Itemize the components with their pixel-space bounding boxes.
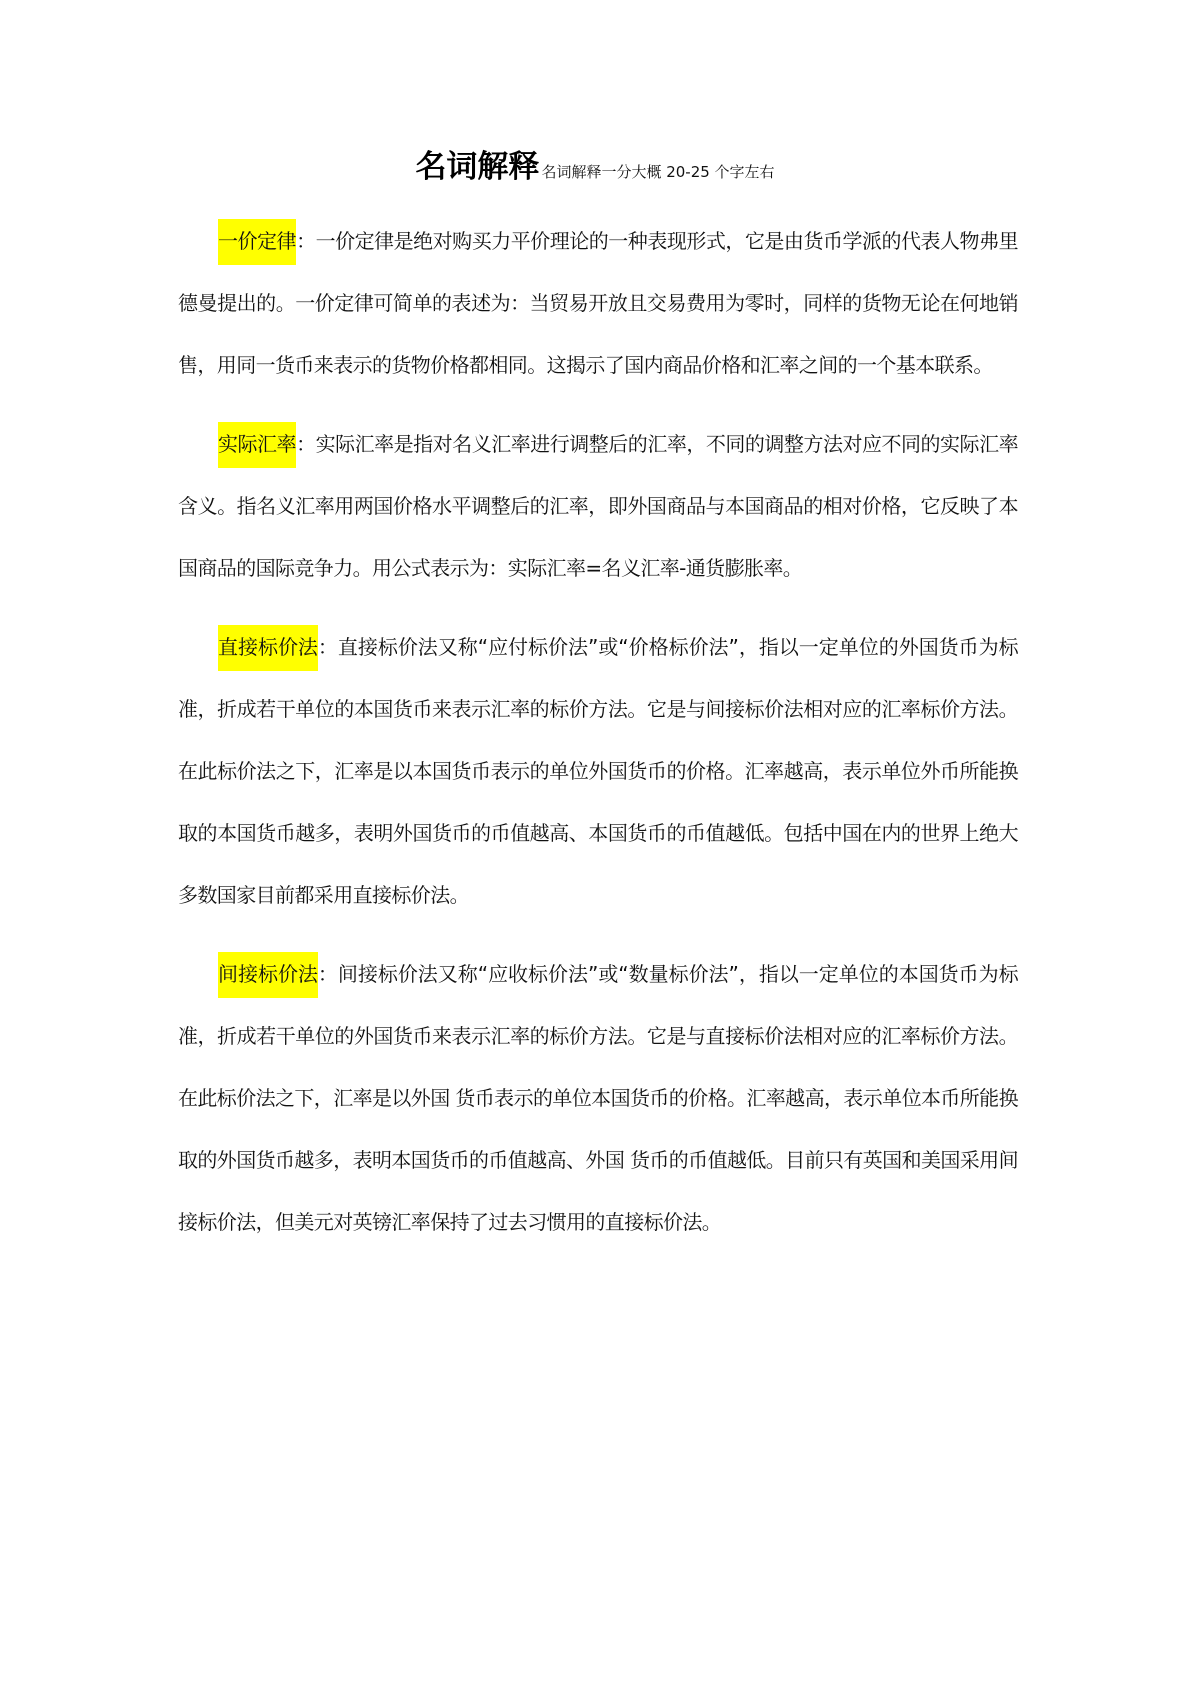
highlighted-term: 一价定律: [218, 219, 296, 265]
entry-text: ：直接标价法又称“应付标价法”或“价格标价法”，指以一定单位的外国货币为标准，折成若干单位的本国货币来表示汇率的标价方法。它是与间接标价法相对应的汇率标价方法。在此标价法之下，汇率是以本国货币表示的单位外国货币的价格。汇率越高，表示单位外币所能换取的本国货币越多，表明外国货币的币值越高、本国货币的币值越低。包括中国在内的世界上绝大多数国家目前都采用直接标价法。: [178, 635, 1019, 907]
title-row: [0, 149, 1190, 185]
document-body: [178, 210, 1018, 1270]
highlighted-term: 间接标价法: [218, 952, 318, 998]
entry-real-exchange-rate: [178, 413, 1018, 599]
title-note: 名词解释一分大概 20-25 个字左右: [541, 163, 775, 181]
entry-law-of-one-price: [178, 210, 1018, 396]
entry-text: ：间接标价法又称“应收标价法”或“数量标价法”，指以一定单位的本国货币为标准，折成若干单位的外国货币来表示汇率的标价方法。它是与直接标价法相对应的汇率标价方法。在此标价法之下，汇率是以外国 货币表示的单位本国货币的价格。汇率越高，表示单位本币所能换取的外国货币越多，表明本国货币的币值越高、外国 货币的币值越低。目前只有英国和美国采用间接标价法，但美元对英镑汇率保持了过去习惯用的直接标价法。: [178, 962, 1019, 1234]
highlighted-term: 实际汇率: [218, 422, 296, 468]
entry-text: ：实际汇率是指对名义汇率进行调整后的汇率，不同的调整方法对应不同的实际汇率含义。指名义汇率用两国价格水平调整后的汇率，即外国商品与本国商品的相对价格，它反映了本国商品的国际竞争力。用公式表示为：实际汇率=名义汇率-通货膨胀率。: [178, 432, 1018, 580]
page-title: 名词解释: [415, 149, 540, 185]
entry-text: ：一价定律是绝对购买力平价理论的一种表现形式，它是由货币学派的代表人物弗里德曼提出的。一价定律可简单的表述为：当贸易开放且交易费用为零时，同样的货物无论在何地销售，用同一货币来表示的货物价格都相同。这揭示了国内商品价格和汇率之间的一个基本联系。: [178, 229, 1018, 377]
entry-direct-quotation: [178, 616, 1018, 926]
entry-indirect-quotation: [178, 943, 1018, 1253]
highlighted-term: 直接标价法: [218, 625, 318, 671]
